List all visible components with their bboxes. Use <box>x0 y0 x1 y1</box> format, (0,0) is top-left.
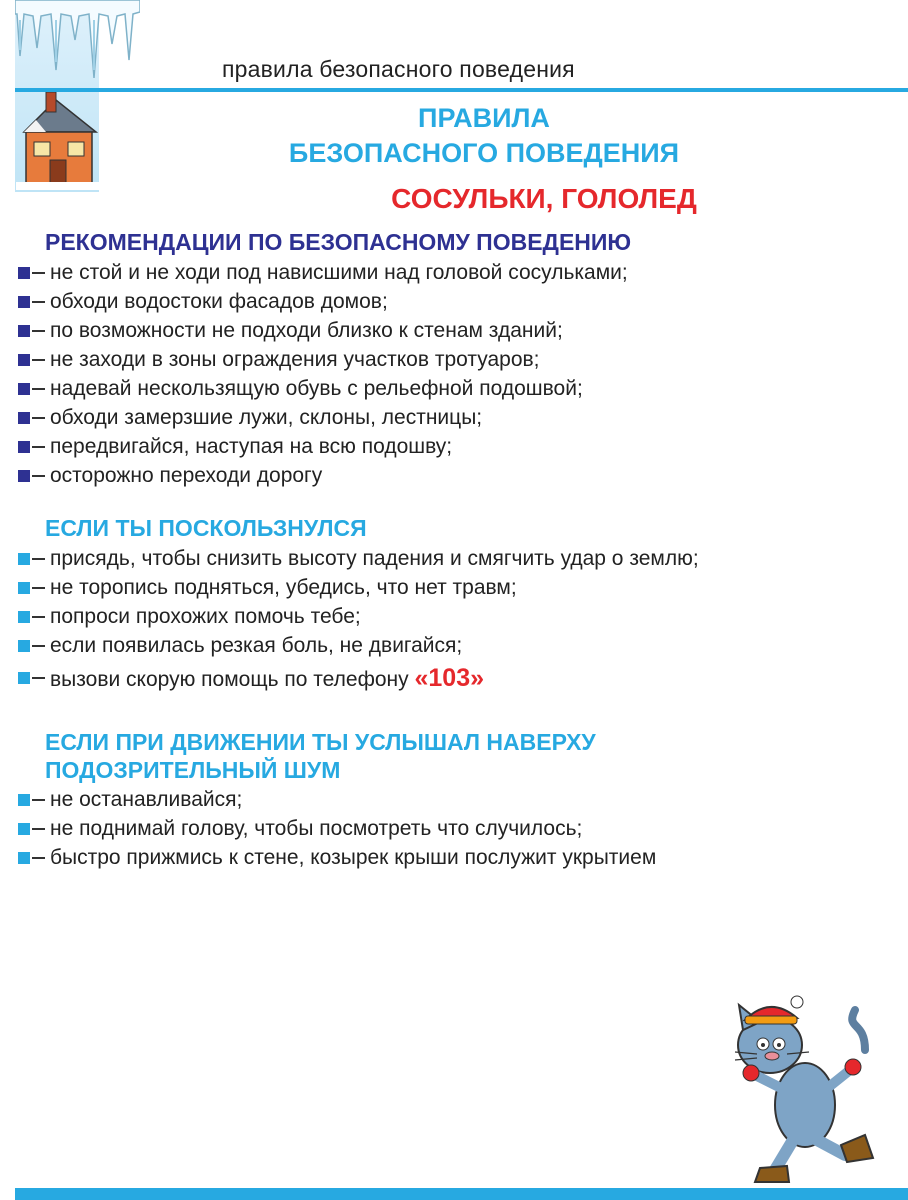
list-item: по возможности не подходи близко к стенам зданий; <box>18 316 628 345</box>
square-bullet-icon <box>18 354 30 366</box>
square-bullet-icon <box>18 823 30 835</box>
cat-illustration <box>715 990 890 1188</box>
noise-list <box>18 785 656 872</box>
page-subtitle: СОСУЛЬКИ, ГОЛОЛЕД <box>391 183 697 214</box>
list-item: быстро прижмись к стене, козырек крыши послужит укрытием <box>18 843 656 872</box>
square-bullet-icon <box>18 296 30 308</box>
dash-icon <box>32 446 45 448</box>
dash-icon <box>32 799 45 801</box>
list-item: обходи водостоки фасадов домов; <box>18 287 628 316</box>
dash-icon <box>32 475 45 477</box>
list-item: если появилась резкая боль, не двигайся; <box>18 631 699 660</box>
square-bullet-icon <box>18 470 30 482</box>
list-item: не заходи в зоны ограждения участков тротуаров; <box>18 345 628 374</box>
square-bullet-icon <box>18 267 30 279</box>
list-item: надевай нескользящую обувь с рельефной подошвой; <box>18 374 628 403</box>
square-bullet-icon <box>18 325 30 337</box>
square-bullet-icon <box>18 611 30 623</box>
section-heading-noise-line2: ПОДОЗРИТЕЛЬНЫЙ ШУМ <box>45 757 341 783</box>
icicles-icon <box>15 0 140 92</box>
list-item: не останавливайся; <box>18 785 656 814</box>
page-title-line2: БЕЗОПАСНОГО ПОВЕДЕНИЯ <box>288 138 680 168</box>
slipped-list <box>18 544 699 696</box>
square-bullet-icon <box>18 553 30 565</box>
list-item: вызови скорую помощь по телефону «103» <box>18 660 699 696</box>
list-item: не торопись подняться, убедись, что нет травм; <box>18 573 699 602</box>
list-item: передвигайся, наступая на всю подошву; <box>18 432 628 461</box>
square-bullet-icon <box>18 412 30 424</box>
house-illustration <box>16 92 102 190</box>
square-bullet-icon <box>18 441 30 453</box>
dash-icon <box>32 857 45 859</box>
dash-icon <box>32 359 45 361</box>
section-heading-slipped: ЕСЛИ ТЫ ПОСКОЛЬЗНУЛСЯ <box>45 515 367 541</box>
list-item: не поднимай голову, чтобы посмотреть что случилось; <box>18 814 656 843</box>
list-item: попроси прохожих помочь тебе; <box>18 602 699 631</box>
dash-icon <box>32 330 45 332</box>
dash-icon <box>32 828 45 830</box>
dash-icon <box>32 587 45 589</box>
emergency-phone-number: «103» <box>414 664 485 692</box>
dash-icon <box>32 645 45 647</box>
square-bullet-icon <box>18 640 30 652</box>
square-bullet-icon <box>18 582 30 594</box>
bottom-bar <box>15 1188 908 1200</box>
section-heading-noise-line1: ЕСЛИ ПРИ ДВИЖЕНИИ ТЫ УСЛЫШАЛ НАВЕРХУ <box>45 729 596 755</box>
square-bullet-icon <box>18 672 30 684</box>
dash-icon <box>32 272 45 274</box>
dash-icon <box>32 677 45 679</box>
square-bullet-icon <box>18 794 30 806</box>
dash-icon <box>32 417 45 419</box>
header-label: правила безопасного поведения <box>222 56 575 82</box>
recommendations-list <box>18 258 628 490</box>
section-heading-recommendations: РЕКОМЕНДАЦИИ ПО БЕЗОПАСНОМУ ПОВЕДЕНИЮ <box>45 229 632 255</box>
list-item: обходи замерзшие лужи, склоны, лестницы; <box>18 403 628 432</box>
dash-icon <box>32 388 45 390</box>
list-item: не стой и не ходи под нависшими над головой сосульками; <box>18 258 628 287</box>
dash-icon <box>32 616 45 618</box>
top-divider <box>15 88 908 92</box>
square-bullet-icon <box>18 383 30 395</box>
list-item: присядь, чтобы снизить высоту падения и смягчить удар о землю; <box>18 544 699 573</box>
list-item: осторожно переходи дорогу <box>18 461 628 490</box>
square-bullet-icon <box>18 852 30 864</box>
page-title-line1: ПРАВИЛА <box>418 103 550 133</box>
dash-icon <box>32 558 45 560</box>
dash-icon <box>32 301 45 303</box>
